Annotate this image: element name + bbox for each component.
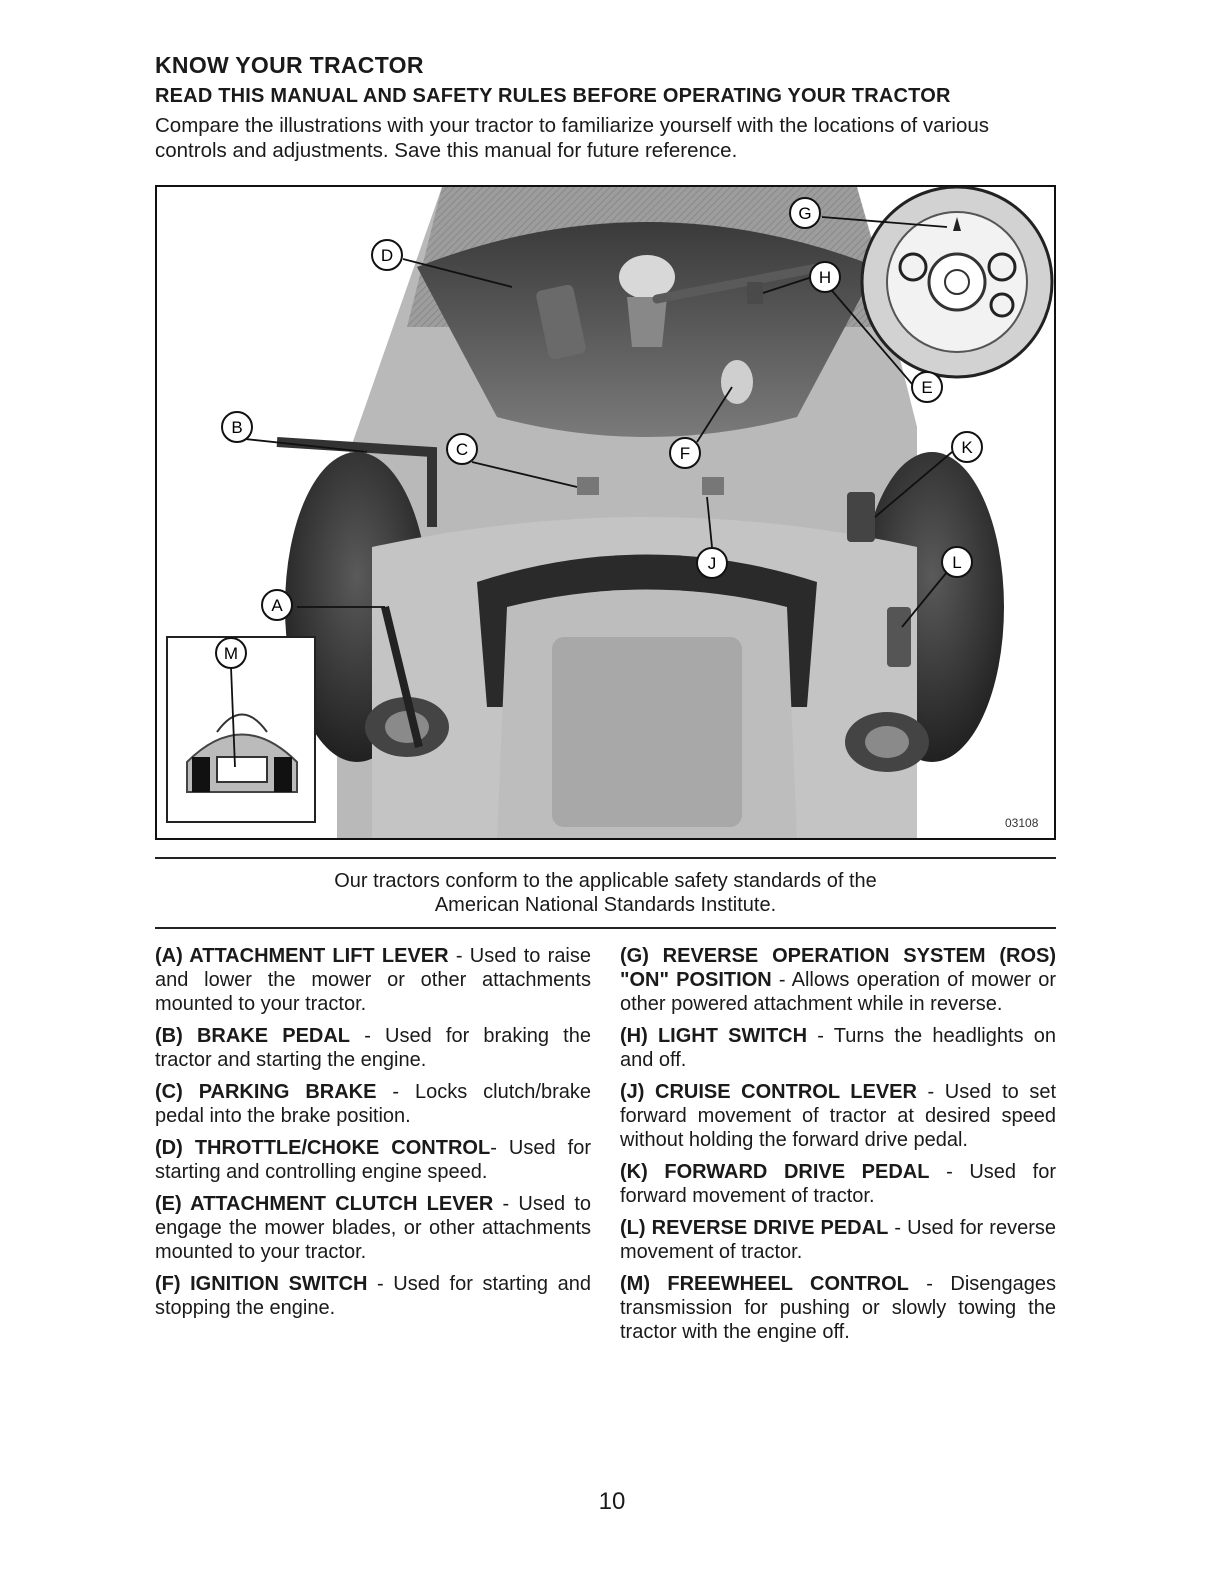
- control-label: (H) LIGHT SWITCH: [620, 1025, 808, 1047]
- divider-top: [155, 857, 1056, 859]
- control-description: - Used for starting and controlling engine speed.: [155, 1137, 591, 1183]
- control-label: (C) PARKING BRAKE: [155, 1081, 377, 1103]
- control-description: - Disengages transmission for pushing or slowly towing the tractor with the engine off.: [620, 1273, 1056, 1343]
- light-switch: [747, 282, 763, 304]
- divider-bottom: [155, 927, 1056, 929]
- cruise-control-lever: [702, 477, 724, 495]
- control-description: - Used for braking the tractor and starting the engine.: [155, 1025, 591, 1071]
- callout-h: [810, 262, 840, 292]
- forward-drive-pedal: [847, 492, 875, 542]
- control-entry-g: [620, 944, 1056, 1016]
- svg-text:L: L: [952, 553, 962, 572]
- callout-j: [697, 548, 727, 578]
- callout-g: [790, 198, 820, 228]
- page-title: KNOW YOUR TRACTOR: [155, 52, 424, 78]
- tractor-drawing: [157, 187, 1054, 838]
- callout-k: [952, 432, 982, 462]
- callout-a: [262, 590, 292, 620]
- figure-code: 03108: [1005, 816, 1039, 830]
- control-description: - Used for forward movement of tractor.: [620, 1161, 1056, 1207]
- steering-column: [619, 255, 675, 299]
- control-description: - Used for starting and stopping the engine.: [155, 1273, 591, 1319]
- controls-list-left: [155, 944, 591, 1328]
- control-label: (D) THROTTLE/CHOKE CONTROL: [155, 1137, 491, 1159]
- svg-text:G: G: [798, 204, 812, 223]
- control-label: (M) FREEWHEEL CONTROL: [620, 1273, 909, 1295]
- svg-text:M: M: [223, 644, 239, 663]
- control-label: (J) CRUISE CONTROL LEVER: [620, 1081, 917, 1103]
- callout-c: [447, 434, 477, 464]
- control-entry-c: [155, 1080, 591, 1128]
- control-description: - Turns the headlights on and off.: [620, 1025, 1056, 1071]
- svg-text:F: F: [679, 444, 691, 463]
- callout-l: [942, 547, 972, 577]
- control-label: (K) FORWARD DRIVE PEDAL: [620, 1161, 930, 1183]
- control-entry-m: [620, 1272, 1056, 1344]
- callout-m: [216, 638, 246, 668]
- svg-text:A: A: [271, 596, 283, 615]
- callout-e: [912, 372, 942, 402]
- svg-text:H: H: [818, 268, 832, 287]
- svg-text:K: K: [961, 438, 973, 457]
- control-label: (E) ATTACHMENT CLUTCH LEVER: [155, 1193, 494, 1215]
- freewheel-rod: [217, 757, 267, 782]
- callout-f: [670, 438, 700, 468]
- svg-text:E: E: [921, 378, 933, 397]
- control-entry-k: [620, 1160, 1056, 1208]
- control-label: (B) BRAKE PEDAL: [155, 1025, 351, 1047]
- parking-brake: [577, 477, 599, 495]
- control-label: (G) REVERSE OPERATION SYSTEM (ROS) "ON" POSITION: [620, 945, 1056, 991]
- control-entry-h: [620, 1024, 1056, 1072]
- control-entry-b: [155, 1024, 591, 1072]
- control-label: (F) IGNITION SWITCH: [155, 1273, 368, 1295]
- control-description: - Allows operation of mower or other powered attachment while in reverse.: [620, 969, 1057, 1015]
- page-number: 10: [598, 1488, 626, 1515]
- page-subtitle: READ THIS MANUAL AND SAFETY RULES BEFORE OPERATING YOUR TRACTOR: [155, 85, 951, 107]
- conformance-note: [155, 869, 1056, 917]
- controls-list-right: [620, 944, 1056, 1352]
- control-entry-l: [620, 1216, 1056, 1264]
- reverse-drive-pedal: [887, 607, 911, 667]
- control-label: (A) ATTACHMENT LIFT LEVER: [155, 945, 449, 967]
- svg-text:C: C: [455, 440, 469, 459]
- callout-b: [222, 412, 252, 442]
- control-description: - Locks clutch/brake pedal into the brake position.: [155, 1081, 591, 1127]
- conformance-line-1: Our tractors conform to the applicable safety standards of the: [334, 870, 877, 892]
- control-description: - Used to engage the mower blades, or other attachments mounted to your tractor.: [155, 1193, 592, 1263]
- control-description: - Used to set forward movement of tractor at desired speed without holding the forward drive pedal.: [620, 1081, 1057, 1151]
- callout-d: [372, 240, 402, 270]
- svg-text:B: B: [231, 418, 243, 437]
- control-entry-j: [620, 1080, 1056, 1152]
- control-entry-e: [155, 1192, 591, 1264]
- control-description: - Used for reverse movement of tractor.: [620, 1217, 1056, 1263]
- control-entry-f: [155, 1272, 591, 1320]
- key-slot-icon: [929, 254, 985, 310]
- control-entry-d: [155, 1136, 591, 1184]
- control-label: (L) REVERSE DRIVE PEDAL: [620, 1217, 889, 1239]
- svg-text:J: J: [707, 554, 717, 573]
- control-entry-a: [155, 944, 591, 1016]
- conformance-line-2: American National Standards Institute.: [434, 894, 777, 916]
- intro-paragraph: Compare the illustrations with your tractor to familiarize yourself with the locations of various controls and adjustments. Save this manual for future reference.: [155, 114, 990, 162]
- tractor-illustration: [155, 185, 1056, 840]
- control-description: - Used to raise and lower the mower or other attachments mounted to your tractor.: [155, 945, 592, 1015]
- svg-text:D: D: [380, 246, 394, 265]
